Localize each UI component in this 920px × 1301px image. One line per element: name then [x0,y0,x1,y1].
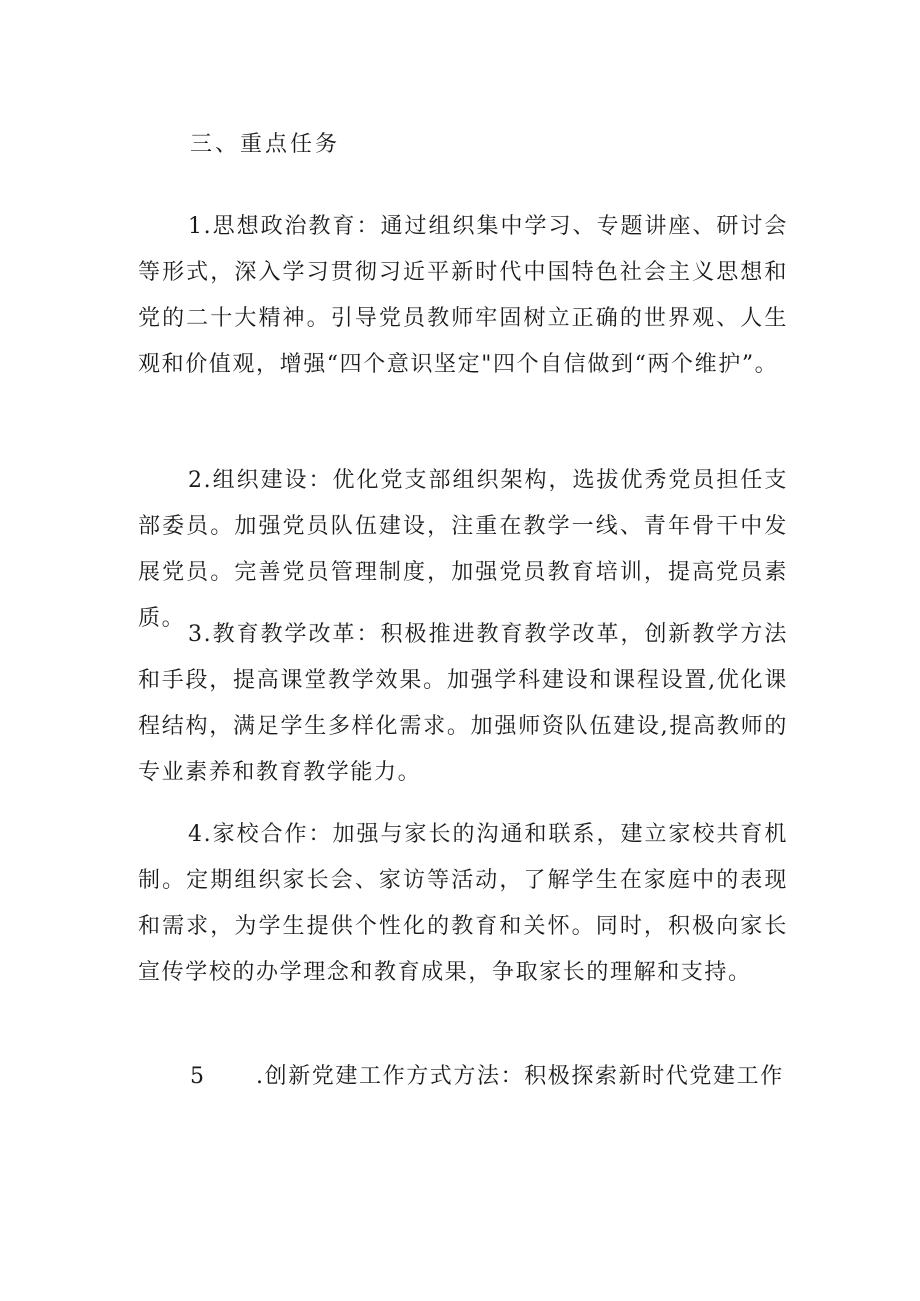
section-heading: 三、重点任务 [190,132,341,157]
paragraph-party-building-innovation [138,1054,788,1100]
item-number: 5 [190,1064,206,1089]
paragraph-home-school-cooperation: 4.家校合作：加强与家长的沟通和联系，建立家校共育机制。定期组织家长会、家访等活动，了解学生在家庭中的表现和需求，为学生提供个性化的教育和关怀。同时，积极向家长宣传学校的办学理念和教育成果，争取家长的理解和支持。 [138,822,788,985]
paragraph-ideological-education: 1.思想政治教育：通过组织集中学习、专题讲座、研讨会等形式，深入学习贯彻习近平新时代中国特色社会主义思想和党的二十大精神。引导党员教师牢固树立正确的世界观、人生观和价值观，增强“四个意识坚定"四个自信做到“两个维护”。 [138,214,788,377]
paragraph-teaching-reform: 3.教育教学改革：积极推进教育教学改革，创新教学方法和手段，提高课堂教学效果。加强学科建设和课程设置,优化课程结构，满足学生多样化需求。加强师资队伍建设,提高教师的专业素养和教育教学能力。 [138,622,788,785]
item-text: .创新党建工作方式方法：积极探索新时代党建工作 [256,1064,784,1089]
paragraph-organization-building: 2.组织建设：优化党支部组织架构，选拔优秀党员担任支部委员。加强党员队伍建设，注重在教学一线、青年骨干中发展党员。完善党员管理制度，加强党员教育培训，提高党员素质。 [138,468,788,631]
